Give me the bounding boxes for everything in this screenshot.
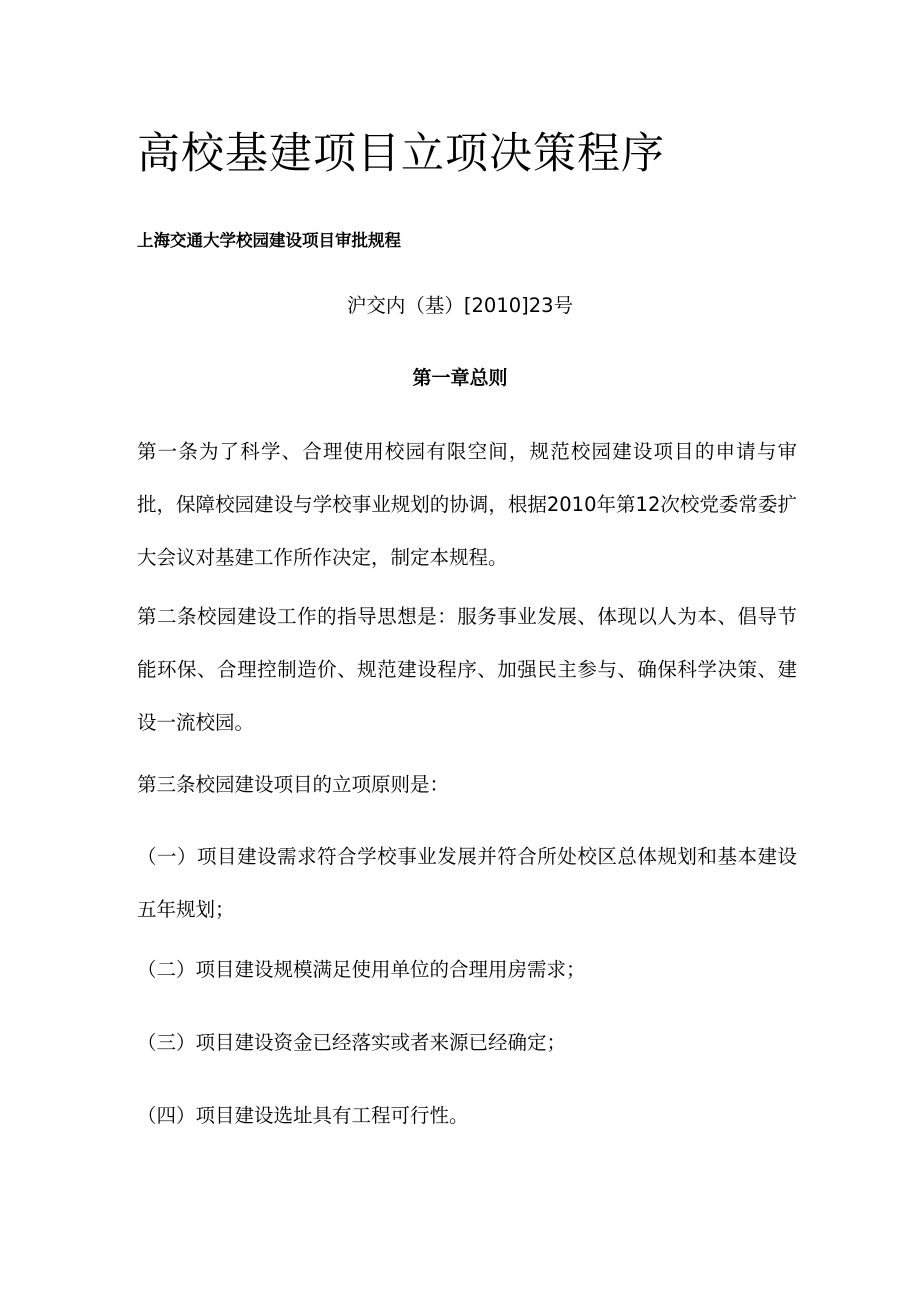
principle-2-paragraph: （二）项目建设规模满足使用单位的合理用房需求； — [137, 958, 586, 981]
article-3-paragraph: 第三条校园建设项目的立项原则是： — [137, 773, 450, 796]
principle-1-paragraph: （一）项目建设需求符合学校事业发展并符合所处校区总体规划和基本建设五年规划； — [137, 845, 797, 921]
principle-3-paragraph: （三）项目建设资金已经落实或者来源已经确定； — [137, 1031, 567, 1054]
document-number: 沪交内（基）[2010]23号 — [346, 294, 574, 317]
article-1-paragraph: 第一条为了科学、合理使用校园有限空间，规范校园建设项目的申请与审批，保障校园建设与学校事业规划的协调，根据2010年第12次校党委常委扩大会议对基建工作所作决定，制定本规程。 — [137, 440, 797, 569]
principle-4-paragraph: （四）项目建设选址具有工程可行性。 — [137, 1104, 469, 1127]
chapter-heading: 第一章总则 — [412, 367, 508, 389]
document-title: 高校基建项目立项决策程序 — [137, 129, 665, 179]
document-subtitle: 上海交通大学校园建设项目审批规程 — [137, 231, 401, 250]
article-2-paragraph: 第二条校园建设工作的指导思想是：服务事业发展、体现以人为本、倡导节能环保、合理控制造价、规范建设程序、加强民主参与、确保科学决策、建设一流校园。 — [137, 605, 797, 734]
